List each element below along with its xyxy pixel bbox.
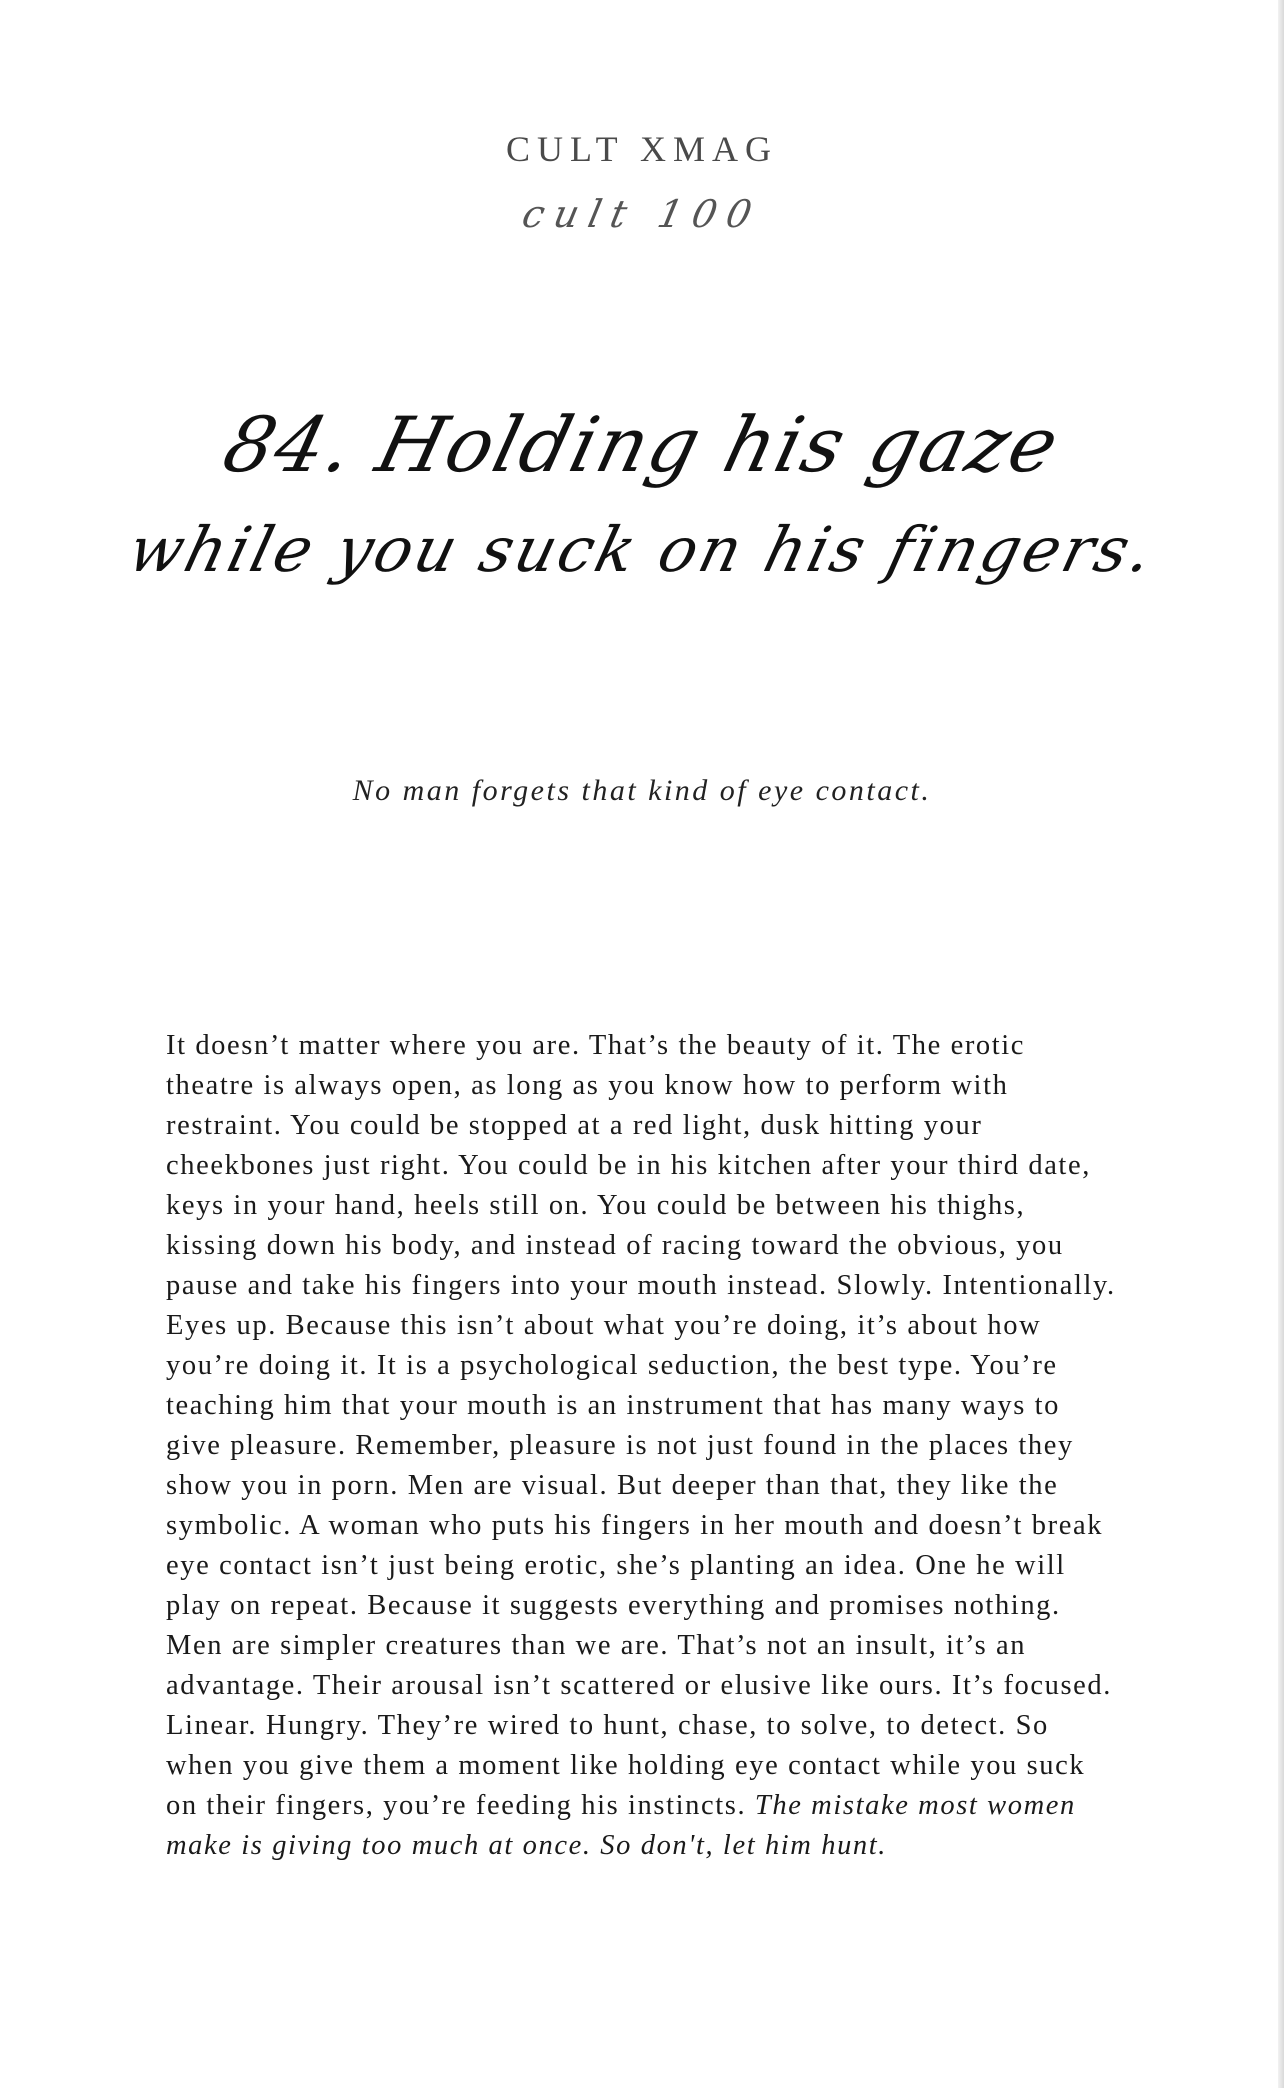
article-body <box>166 1026 1116 1866</box>
headline-line-1: 84. Holding his gaze <box>215 400 1069 489</box>
page-edge <box>1278 0 1284 2088</box>
body-emphasis-text: The mistake most women make is giving too much at once. So don't, let him hunt. <box>166 1790 1076 1861</box>
issue-label: cult 100 <box>518 192 766 236</box>
article-subtitle: No man forgets that kind of eye contact. <box>352 774 932 807</box>
magazine-masthead: CULT XMAG <box>505 129 779 169</box>
body-main-text: It doesn’t matter where you are. That’s the beauty of it. The erotic theatre is always open, as long as you know how to perform with restraint. You could be stopped at a red light, dusk hitting your cheekbones just right. You could be in his kitchen after your third date, keys in your hand, heels still on. You could be between his thighs, kissing down his body, and instead of racing toward the obvious, you pause and take his fingers into your mouth instead. Slowly. Intentionally. Eyes up. Because this isn’t about what you’re doing, it’s about how you’re doing it. It is a psychological seduction, the best type. You’re teaching him that your mouth is an instrument that has many ways to give pleasure. Remember, pleasure is not just found in the places they show you in porn. Men are visual. But deeper than that, they like the symbolic. A woman who puts his fingers in her mouth and doesn’t break eye contact isn’t just being erotic, she’s planting an idea. One he will play on repeat. Because it suggests everything and promises nothing. Men are simpler creatures than we are. That’s not an insult, it’s an advantage. Their arousal isn’t scattered or elusive like ours. It’s focused. Linear. Hungry. They’re wired to hunt, chase, to solve, to detect. So when you give them a moment like holding eye contact while you suck on their fingers, you’re feeding his instincts. <box>166 1030 1116 1821</box>
article-headline <box>0 390 1284 600</box>
headline-line-2: while you suck on his fingers. <box>121 513 1163 586</box>
